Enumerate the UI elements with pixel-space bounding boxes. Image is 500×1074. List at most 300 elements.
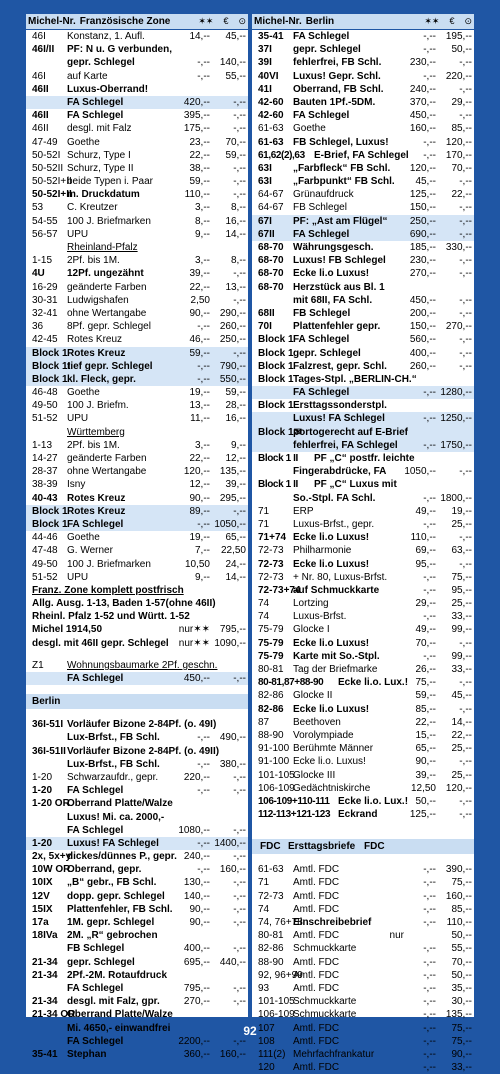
price-mint: -,-- [423, 413, 436, 425]
catalog-number: 39I [258, 57, 272, 69]
price-used: -,-- [233, 877, 246, 889]
catalog-number: 1-20 [32, 785, 53, 797]
item-description: dopp. gepr. Schlegel [67, 890, 165, 902]
item-description: Luxus! FB Schlegel [293, 255, 386, 267]
item-description: 100 J. Briefmarken [67, 558, 151, 570]
price-mint: nur [389, 930, 404, 942]
table-row [26, 333, 248, 346]
price-mint: 175,-- [183, 123, 210, 135]
price-mint: -,-- [423, 44, 436, 56]
price-mint: 38,-- [189, 162, 210, 174]
item-description: FA Schlegel [67, 518, 124, 530]
price-mint: -,-- [423, 518, 436, 530]
item-description: Plattenfehler gepr. [293, 321, 381, 333]
table-row [252, 518, 474, 531]
table-row [26, 731, 248, 744]
price-used: 70,-- [451, 162, 472, 174]
price-used: 250,-- [219, 334, 246, 346]
page-number: 92 [243, 1024, 257, 1038]
table-row [252, 96, 474, 109]
price-used: 65,-- [225, 532, 246, 544]
catalog-number: 72-73 [258, 558, 284, 570]
price-mint: 185,-- [409, 242, 436, 253]
table-row [26, 745, 248, 758]
price-mint: -,-- [423, 31, 436, 42]
catalog-number: 46I [32, 31, 46, 42]
price-mint: 22,-- [189, 281, 210, 293]
table-row [26, 850, 248, 863]
catalog-number: 46I/II [32, 44, 55, 56]
catalog-number: 36 [32, 321, 44, 333]
price-used: 28,-- [225, 400, 246, 412]
price-mint: 560,-- [409, 334, 436, 346]
item-description: Schmuckkarte [293, 996, 357, 1008]
catalog-number: 87 [258, 716, 270, 728]
price-used: 9,-- [231, 439, 246, 451]
price-mint: -,-- [423, 1048, 436, 1060]
catalog-number: 68-70 [258, 255, 284, 267]
price-mint: 260,-- [409, 360, 436, 372]
catalog-number: 32-41 [32, 307, 58, 319]
item-description: So.-Stpl. FA Schl. [293, 492, 376, 504]
catalog-number: FDC [260, 841, 281, 853]
price-used: -,-- [459, 255, 472, 267]
item-description: FA Schlegel [293, 334, 350, 346]
item-description: Vorolympiade [293, 729, 354, 741]
price-used: 1090,-- [214, 637, 246, 649]
price-used: 295,-- [219, 492, 246, 504]
table-row [26, 811, 248, 824]
table-row [252, 56, 474, 69]
item-description: desgl. mit Falz, gpr. [67, 996, 160, 1008]
price-mint: 200,-- [409, 307, 436, 319]
price-used: 160,-- [445, 890, 472, 902]
catalog-number: Block 1✉ [258, 426, 302, 438]
price-mint: -,-- [197, 321, 210, 333]
table-row [252, 663, 474, 676]
price-used: 220,-- [445, 70, 472, 82]
price-used: 70,-- [451, 956, 472, 968]
item-description: Isny [67, 479, 86, 491]
right-header-col1: Michel-Nr. [254, 16, 302, 27]
table-row [26, 122, 248, 135]
price-used: 140,-- [219, 57, 246, 69]
catalog-number: 50-52I+II [32, 176, 72, 188]
price-used: 45,-- [225, 31, 246, 42]
catalog-number: 21-34 OR [32, 1009, 76, 1021]
used-symbol: ⊙ [238, 16, 246, 26]
right-header-title: Berlin [305, 16, 335, 27]
item-description: Allg. Ausg. 1-13, Baden 1-57(ohne 46II) [32, 598, 216, 610]
item-description: desgl. mit Falz [67, 123, 132, 135]
price-used: 19,-- [451, 505, 472, 517]
catalog-number: 10IX [32, 877, 53, 889]
item-description: Franz. Zone komplett postfrisch [32, 584, 184, 596]
price-mint: 14,-- [189, 31, 210, 42]
item-description: Glocke II [293, 690, 333, 702]
item-description: m. Druckdatum [67, 189, 140, 201]
price-mint: -,-- [423, 1009, 436, 1021]
item-description: Karte mit So.-Stpl. [293, 650, 380, 662]
item-description: „Farbfleck“ FB Schl. [293, 162, 391, 174]
item-description: Schmuckkarte [293, 943, 357, 955]
catalog-number: 71 [258, 518, 270, 530]
price-mint: -,-- [197, 758, 210, 770]
table-row [26, 188, 248, 201]
item-description: UPU [67, 413, 89, 425]
catalog-number: 37I [258, 44, 272, 56]
item-description: geänderte Farben [67, 281, 147, 293]
price-used: -,-- [233, 347, 246, 359]
table-row [252, 863, 474, 876]
price-used: -,-- [233, 982, 246, 994]
table-row [26, 571, 248, 584]
catalog-number: 108 [258, 1035, 275, 1047]
item-description: Amtl. FDC [293, 930, 340, 942]
table-row [252, 201, 474, 214]
price-used: -,-- [459, 637, 472, 649]
catalog-number: 106-109 [258, 782, 295, 794]
price-mint: 10,50 [184, 558, 210, 570]
item-description: Luxus! Mi. ca. 2000,- [67, 811, 165, 823]
catalog-number: 16-29 [32, 281, 58, 293]
table-row [252, 676, 474, 689]
item-description: FA Schlegel [67, 96, 124, 108]
price-used: -,-- [233, 771, 246, 783]
price-used: 85,-- [451, 903, 472, 915]
item-description: Goethe [67, 136, 100, 148]
item-description: Herzstück aus Bl. 1 [293, 281, 385, 293]
price-mint: 120,-- [409, 162, 436, 174]
price-used: -,-- [459, 532, 472, 544]
catalog-number: 18IVa [32, 930, 58, 942]
price-mint: 110,-- [184, 189, 210, 201]
price-mint: 90,-- [189, 492, 210, 504]
item-description: Stephan [67, 1048, 107, 1060]
catalog-number: 74 [258, 598, 270, 610]
price-used: -,-- [233, 176, 246, 188]
item-description: PF: N u. G verbunden, [67, 44, 173, 56]
price-mint: 95,-- [415, 558, 436, 570]
item-description: UPU [67, 228, 89, 240]
item-description: 2Pf. bis 1M. [67, 439, 120, 451]
price-mint: -,-- [423, 890, 436, 902]
table-row [26, 43, 248, 56]
table-row [26, 452, 248, 465]
catalog-number: 107 [258, 1022, 275, 1034]
item-description: Wohnungsbaumarke 2Pf. geschn. [67, 659, 218, 671]
item-description: Rotes Kreuz [67, 347, 126, 359]
price-used: 1050,-- [214, 518, 246, 530]
price-used: 1400,-- [214, 837, 246, 849]
table-row [252, 188, 474, 201]
catalog-number: 42-60 [258, 96, 284, 108]
table-row [252, 70, 474, 83]
item-description: dickes/dünnes P., gepr. [67, 851, 177, 863]
table-row [26, 518, 248, 531]
table-row [26, 96, 248, 109]
table-row [252, 876, 474, 889]
table-row [26, 254, 248, 267]
catalog-number: 42-60 [258, 110, 284, 122]
price-mint: 59,-- [415, 690, 436, 702]
price-used: 135,-- [445, 1009, 472, 1021]
table-row [26, 373, 248, 386]
catalog-number: 101-105 [258, 996, 295, 1008]
table-row [26, 294, 248, 307]
catalog-number: 42-45 [32, 334, 58, 346]
catalog-number: 1-20 [32, 771, 53, 783]
price-mint: 9,-- [195, 571, 210, 583]
catalog-number: 51-52 [32, 571, 58, 583]
price-mint: -,-- [197, 518, 210, 530]
catalog-number: 40VI [258, 70, 279, 82]
price-used: -,-- [233, 785, 246, 797]
catalog-number: 71 [258, 877, 270, 889]
table-row [252, 995, 474, 1008]
price-used: -,-- [459, 268, 472, 280]
table-row [252, 795, 474, 808]
price-mint: -,-- [423, 1062, 436, 1074]
table-row [252, 228, 474, 241]
price-mint: 19,-- [189, 387, 210, 399]
left-header [26, 14, 248, 30]
spacer [26, 650, 248, 659]
table-row [26, 659, 248, 672]
table-row [252, 426, 474, 439]
price-mint: 7,-- [195, 545, 210, 557]
table-row [252, 916, 474, 929]
price-mint: -,-- [423, 611, 436, 623]
price-mint: -,-- [197, 864, 210, 876]
table-row [252, 584, 474, 597]
price-mint: 39,-- [415, 769, 436, 781]
price-mint: -,-- [423, 917, 436, 928]
item-description: + Nr. 80, Luxus-Brfst. [293, 571, 388, 583]
price-mint: -,-- [423, 982, 436, 994]
price-mint: 3,-- [195, 255, 210, 267]
table-row [26, 136, 248, 149]
catalog-number: 1-20 [32, 837, 53, 849]
table-row [26, 360, 248, 373]
price-mint: -,-- [423, 70, 436, 82]
table-row [26, 505, 248, 518]
price-used: 790,-- [219, 360, 246, 372]
price-mint: -,-- [423, 1035, 436, 1047]
price-mint: 160,-- [409, 123, 436, 135]
price-used: 390,-- [445, 864, 472, 876]
catalog-number: 72-73 [258, 890, 284, 902]
item-description: ohne Wertangabe [67, 466, 147, 478]
item-description: portogerecht auf E-Brief [293, 426, 409, 438]
price-mint: 90,-- [189, 917, 210, 928]
price-mint: 45,-- [415, 176, 436, 188]
item-description: Goethe [67, 387, 100, 399]
catalog-number: 91-100 [258, 756, 290, 768]
price-mint: -,-- [423, 903, 436, 915]
price-mint: 22,-- [189, 149, 210, 161]
catalog-number: 17a [32, 917, 49, 928]
catalog-number: 93 [258, 982, 270, 994]
item-description: Amtl. FDC [293, 903, 340, 915]
item-description: gepr. Schlegel [67, 956, 135, 968]
table-row [252, 689, 474, 702]
catalog-number: 46II [32, 123, 49, 135]
item-description: Amtl. FDC [293, 1022, 340, 1034]
catalog-number: 30-31 [32, 294, 58, 306]
item-description: FA Schlegel [293, 31, 350, 42]
price-used: -,-- [233, 268, 246, 280]
mint-symbol: ✶✶ [198, 16, 214, 26]
item-description: FA Schlegel [67, 1035, 124, 1047]
price-mint: 230,-- [409, 57, 436, 69]
catalog-number: 112-113+121-123 [258, 809, 331, 821]
item-description: Beethoven [293, 716, 341, 728]
item-description: Lux-Brfst., FB Schl. [67, 758, 160, 770]
item-description: 100 J. Briefm. [67, 400, 129, 412]
price-used: 13,-- [225, 281, 246, 293]
spacer [26, 709, 248, 718]
price-mint: 8,-- [195, 215, 210, 227]
price-mint: -,-- [423, 387, 436, 399]
catalog-number: 82-86 [258, 690, 284, 702]
price-used: 39,-- [225, 479, 246, 491]
price-used: 1250,-- [440, 413, 472, 425]
catalog-number: 47-48 [32, 545, 58, 557]
price-mint: 13,-- [189, 400, 210, 412]
table-row [252, 610, 474, 623]
price-used: -,-- [459, 307, 472, 319]
price-used: 440,-- [219, 956, 246, 968]
catalog-number: 49-50 [32, 400, 58, 412]
table-row [252, 254, 474, 267]
item-description: „Farbpunkt“ FB Schl. [293, 176, 395, 188]
item-description: Fingerabdrücke, FA [293, 466, 387, 478]
price-mint: 1050,-- [404, 466, 436, 478]
price-mint: 220,-- [183, 771, 210, 783]
price-mint: 695,-- [183, 956, 210, 968]
price-used: 99,-- [451, 624, 472, 636]
euro-symbol: € [449, 16, 455, 26]
spacer [26, 685, 248, 694]
table-row [252, 650, 474, 663]
price-mint: 690,-- [409, 228, 436, 240]
price-mint: 3,-- [195, 439, 210, 451]
table-row [26, 837, 248, 850]
price-mint: 130,-- [183, 877, 210, 889]
catalog-number: Block 1 [258, 400, 294, 412]
catalog-number: 106-109+110-111 [258, 795, 330, 807]
catalog-number: 75-79 [258, 650, 284, 662]
price-used: -,-- [233, 673, 246, 684]
item-description: Ecke li.o. Lux.! [338, 677, 409, 689]
right-header [252, 14, 474, 30]
table-row [252, 412, 474, 425]
item-description: Amtl. FDC [293, 890, 340, 902]
table-row [26, 969, 248, 982]
item-description: Ecke li.o Luxus! [293, 558, 370, 570]
item-description: Oberrand, FB Schl. [293, 83, 384, 95]
price-mint: -,-- [423, 492, 436, 504]
price-used: 50,-- [451, 930, 472, 942]
catalog-number: 74 [258, 903, 270, 915]
table-row [252, 175, 474, 188]
right-column [252, 14, 474, 1074]
catalog-number: Block 1 [258, 373, 294, 385]
table-row [252, 982, 474, 995]
item-description: Glocke III [293, 769, 336, 781]
table-row [252, 162, 474, 175]
table-row [252, 439, 474, 452]
price-used: -,-- [459, 334, 472, 346]
catalog-number: 1-20 OR [32, 798, 70, 810]
item-description: Rheinland-Pfalz [67, 242, 138, 253]
table-row [252, 716, 474, 729]
table-row [26, 610, 248, 623]
item-description: Ecke li.o. Luxus! [293, 756, 366, 768]
catalog-number: 91-100 [258, 743, 290, 755]
price-mint: 450,-- [409, 294, 436, 306]
table-row [26, 30, 248, 43]
item-description: 1M. gepr. Schlegel [67, 917, 155, 928]
catalog-number: 61-63 [258, 123, 284, 135]
price-used: 45,-- [451, 690, 472, 702]
price-used: 160,-- [219, 1048, 246, 1060]
price-mint: 89,-- [189, 505, 210, 517]
price-mint: 420,-- [183, 96, 210, 108]
used-symbol: ⊙ [464, 16, 472, 26]
price-mint: 85,-- [415, 703, 436, 715]
price-mint: 140,-- [183, 890, 210, 902]
price-used: 550,-- [219, 373, 246, 385]
price-mint: -,-- [197, 785, 210, 797]
price-used: 380,-- [219, 758, 246, 770]
left-header-title: Französische Zone [79, 16, 171, 27]
item-description: Schurz, Type II [67, 162, 134, 174]
catalog-number: 67I [258, 215, 272, 227]
item-description: Amtl. FDC [293, 982, 340, 994]
table-row [26, 175, 248, 188]
price-mint: 69,-- [415, 545, 436, 557]
section-header [252, 839, 474, 854]
item-description: 100 J. Briefmarken [67, 215, 151, 227]
item-description: Ludwigshafen [67, 294, 129, 306]
catalog-number: Block 1I [32, 360, 71, 372]
item-description: gepr. Schlegel [293, 347, 361, 359]
price-used: 260,-- [219, 321, 246, 333]
price-used: 75,-- [451, 571, 472, 583]
catalog-number: 44-46 [32, 532, 58, 544]
catalog-number: 88-90 [258, 956, 284, 968]
table-row [26, 162, 248, 175]
price-used: 25,-- [451, 598, 472, 610]
table-row [252, 492, 474, 505]
table-row [252, 30, 474, 43]
catalog-number: 12V [32, 890, 50, 902]
item-description: FA Schlegel [67, 110, 124, 122]
price-mint: 22,-- [415, 716, 436, 728]
catalog-number: 74, 76+78 [258, 917, 303, 928]
price-mint: -,-- [423, 571, 436, 583]
item-description: Ersttagsbriefe [288, 841, 356, 853]
item-description: G. Werner [67, 545, 113, 557]
price-used: 95,-- [451, 584, 472, 596]
price-used: -,-- [233, 110, 246, 122]
catalog-number: Block 1 [32, 505, 68, 517]
section-header-label: FDC [364, 841, 385, 853]
table-row [26, 672, 248, 685]
catalog-number: 50-52I [32, 149, 61, 161]
